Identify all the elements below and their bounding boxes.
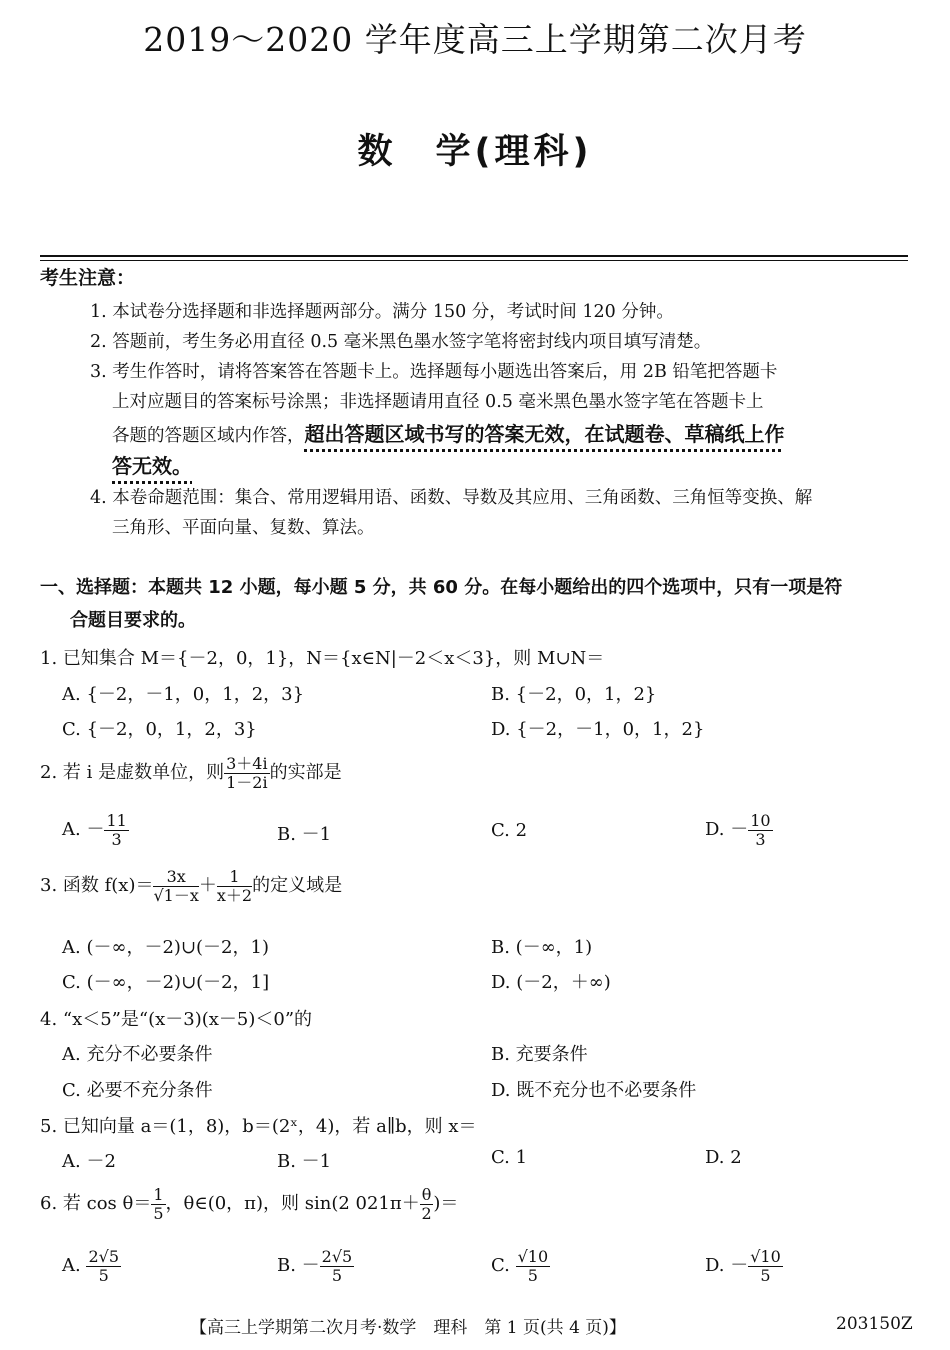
- question-2-stem: [40, 755, 342, 791]
- fraction-numerator: 1: [153, 1185, 164, 1204]
- divider-thin: [40, 260, 908, 261]
- option-denominator: 5: [331, 1265, 343, 1285]
- fraction-numerator: 1: [217, 868, 252, 887]
- question-6-stem: [40, 1186, 458, 1222]
- question-2-numerator: 3＋4i: [226, 754, 268, 773]
- plus-sign: ＋: [198, 875, 217, 897]
- question-3-option-c: C. (－∞，－2)∪(－2，1]: [62, 972, 270, 993]
- question-5-option-b: B. －1: [277, 1151, 332, 1172]
- question-3-stem: [40, 868, 342, 904]
- notice-item-1: 1. 本试卷分选择题和非选择题两部分。满分 150 分，考试时间 120 分钟。: [90, 302, 674, 322]
- question-1-option-b: B. {－2，0，1，2}: [491, 684, 657, 705]
- question-2-option-c: C. 2: [491, 820, 528, 841]
- option-denominator: 5: [527, 1265, 538, 1285]
- question-6-option-b: [277, 1248, 354, 1284]
- notice-item-3-emphasis: 超出答题区域书写的答案无效，在试题卷、草稿纸上作: [304, 422, 785, 446]
- question-3-option-d: D. (－2，＋∞): [491, 972, 611, 993]
- question-6-fraction-sin: [420, 1186, 434, 1222]
- option-prefix: D. －: [705, 1255, 749, 1277]
- option-fraction: [748, 812, 772, 848]
- question-2-post: 的实部是: [269, 762, 342, 784]
- exam-title: 2019～2020 学年度高三上学期第二次月考: [143, 20, 807, 59]
- question-5-option-d: D. 2: [705, 1147, 742, 1168]
- notice-item-3-line2: 上对应题目的答案标号涂黑；非选择题请用直径 0.5 毫米黑色墨水签字笔在答题卡上: [112, 392, 764, 412]
- page-footer: 【高三上学期第二次月考·数学 理科 第 1 页(共 4 页)】: [190, 1318, 626, 1338]
- section-heading-line2: 合题目要求的。: [70, 610, 196, 631]
- question-1-option-c: C. {－2，0，1，2，3}: [62, 719, 257, 740]
- option-prefix: C.: [491, 1255, 516, 1277]
- notice-item-4-line2: 三角形、平面向量、复数、算法。: [112, 518, 375, 538]
- question-2-option-b: B. －1: [277, 824, 332, 845]
- question-4-option-a: A. 充分不必要条件: [62, 1044, 213, 1065]
- subject-title: 数 学(理科): [357, 132, 593, 172]
- question-2-option-a: [62, 812, 129, 848]
- question-4-option-c: C. 必要不充分条件: [62, 1080, 213, 1101]
- option-numerator: 2√5: [321, 1247, 353, 1266]
- question-6-pre: 6. 若 cos θ＝: [40, 1193, 152, 1215]
- question-6-option-d: [705, 1248, 783, 1284]
- notice-item-2: 2. 答题前，考生务必用直径 0.5 毫米黑色墨水签字笔将密封线内项目填写清楚。: [90, 332, 712, 352]
- question-4-option-d: D. 既不充分也不必要条件: [491, 1080, 697, 1101]
- option-numerator: √10: [750, 1247, 781, 1266]
- option-prefix: B. －: [277, 1255, 320, 1277]
- question-3-option-b: B. (－∞，1): [491, 937, 593, 958]
- option-fraction: [104, 812, 128, 848]
- notice-item-3-line1: 3. 考生作答时，请将答案答在答题卡上。选择题每小题选出答案后，用 2B 铅笔把答题卡: [90, 362, 778, 382]
- option-numerator: √10: [517, 1247, 549, 1266]
- question-3-fraction-2: [217, 868, 252, 904]
- option-prefix: A.: [62, 1255, 87, 1277]
- question-3-pre: 3. 函数 f(x)＝: [40, 875, 154, 897]
- fraction-denominator: 5: [153, 1203, 164, 1223]
- question-2-option-d: [705, 812, 773, 848]
- question-1-option-d: D. {－2，－1，0，1，2}: [491, 719, 705, 740]
- notice-item-3-plain: 各题的答题区域内作答，: [112, 426, 305, 446]
- question-5-option-c: C. 1: [491, 1147, 528, 1168]
- question-2-fraction: [224, 755, 269, 791]
- notice-heading: 考生注意：: [40, 267, 136, 289]
- notice-item-3-emphasis-end: 答无效。: [112, 454, 192, 478]
- fraction-numerator: θ: [421, 1185, 432, 1204]
- option-denominator: 3: [755, 829, 766, 849]
- fraction-denominator: x＋2: [216, 885, 253, 905]
- question-5-option-a: A. －2: [62, 1151, 116, 1172]
- option-denominator: 5: [98, 1265, 109, 1285]
- question-2-pre: 2. 若 i 是虚数单位，则: [40, 762, 225, 784]
- option-numerator: 11: [106, 811, 127, 830]
- question-4-option-b: B. 充要条件: [491, 1044, 588, 1065]
- fraction-denominator: √1－x: [153, 885, 199, 905]
- section-heading-line1: 一、选择题：本题共 12 小题，每小题 5 分，共 60 分。在每小题给出的四个选项中，只有一项是符: [40, 577, 843, 598]
- option-numerator: 10: [750, 811, 771, 830]
- question-3-option-a: A. (－∞，－2)∪(－2，1): [62, 937, 269, 958]
- question-5-stem: 5. 已知向量 a＝(1，8)，b＝(2ˣ，4)，若 a∥b，则 x＝: [40, 1116, 477, 1137]
- fraction-numerator: 3x: [153, 868, 198, 887]
- option-fraction: [748, 1248, 783, 1284]
- question-3-fraction-1: [153, 868, 198, 904]
- question-6-option-a: [62, 1248, 121, 1284]
- exam-code: 203150Z: [836, 1314, 913, 1334]
- option-fraction: [86, 1248, 121, 1284]
- notice-item-3-line3: [112, 418, 785, 447]
- question-1-option-a: A. {－2，－1，0，1，2，3}: [62, 684, 305, 705]
- notice-item-4-line1: 4. 本卷命题范围：集合、常用逻辑用语、函数、导数及其应用、三角函数、三角恒等变换、解: [90, 488, 813, 508]
- option-prefix: D. －: [705, 819, 749, 841]
- question-4-stem: 4. “x＜5”是“(x－3)(x－5)＜0”的: [40, 1009, 313, 1030]
- question-2-denominator: 1－2i: [226, 772, 268, 792]
- divider-thick: [40, 255, 908, 257]
- option-numerator: 2√5: [88, 1247, 120, 1266]
- option-fraction: [516, 1248, 551, 1284]
- question-1-stem: 1. 已知集合 M＝{－2，0，1}，N＝{x∈N|－2＜x＜3}，则 M∪N＝: [40, 648, 605, 669]
- question-6-post: )＝: [433, 1193, 459, 1215]
- question-6-option-c: [491, 1248, 550, 1284]
- notice-item-3-line4: [112, 450, 192, 479]
- question-3-post: 的定义域是: [252, 875, 343, 897]
- fraction-denominator: 2: [421, 1203, 432, 1223]
- question-6-mid: ，θ∈(0，π)，则 sin(2 021π＋: [165, 1193, 420, 1215]
- option-prefix: A. －: [62, 819, 105, 841]
- option-denominator: 3: [111, 829, 122, 849]
- option-denominator: 5: [760, 1265, 771, 1285]
- option-fraction: [320, 1248, 355, 1284]
- question-6-fraction-cos: [151, 1186, 165, 1222]
